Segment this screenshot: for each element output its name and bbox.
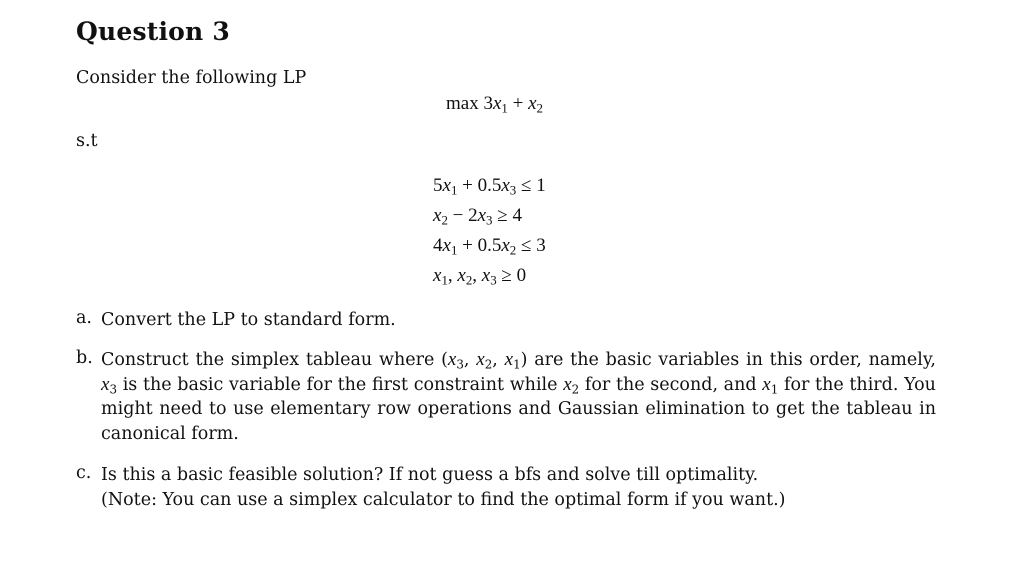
constraint-2: $x_2 - 2x_3 \ge 4$ xyxy=(433,205,522,228)
part-a-text: Convert the LP to standard form. xyxy=(101,310,396,330)
question-title: Question 3 xyxy=(76,17,230,46)
part-c-label: c. xyxy=(76,463,92,483)
subject-to-label: s.t xyxy=(76,131,98,151)
objective-max: max xyxy=(446,93,479,114)
part-c-note: (Note: You can use a simplex calculator to find the optimal form if you want.) xyxy=(101,489,786,510)
part-c-text xyxy=(101,463,936,512)
objective-function: $\max 3x_1 + x_2$ xyxy=(446,93,543,116)
part-b xyxy=(76,348,936,446)
part-c-question: Is this a basic feasible solution? If not guess a bfs and solve till optimality. xyxy=(101,465,759,485)
constraint-1: $5x_1 + 0.5x_3 \le 1$ xyxy=(433,175,546,198)
part-a-label: a. xyxy=(76,308,92,328)
nonnegativity-constraint: $x_1$, $x_2$, $x_3 \ge 0$ xyxy=(433,265,527,288)
part-b-text: Construct the simplex tableau where ($x_3$, $x_2$, $x_1$) are the basic variables in this order, namely, $x_3$ is the basic variable for the first constraint while $x_2$ for the second, and $x_1$ for the third. You might need to use elementary row operations and Gaussian elimination to get the tableau in canonical form. xyxy=(101,349,936,444)
constraint-3: $4x_1 + 0.5x_2 \le 3$ xyxy=(433,235,546,258)
part-b-label: b. xyxy=(76,348,93,368)
part-a xyxy=(76,308,936,333)
part-c xyxy=(76,463,936,512)
intro-text: Consider the following LP xyxy=(76,68,307,88)
